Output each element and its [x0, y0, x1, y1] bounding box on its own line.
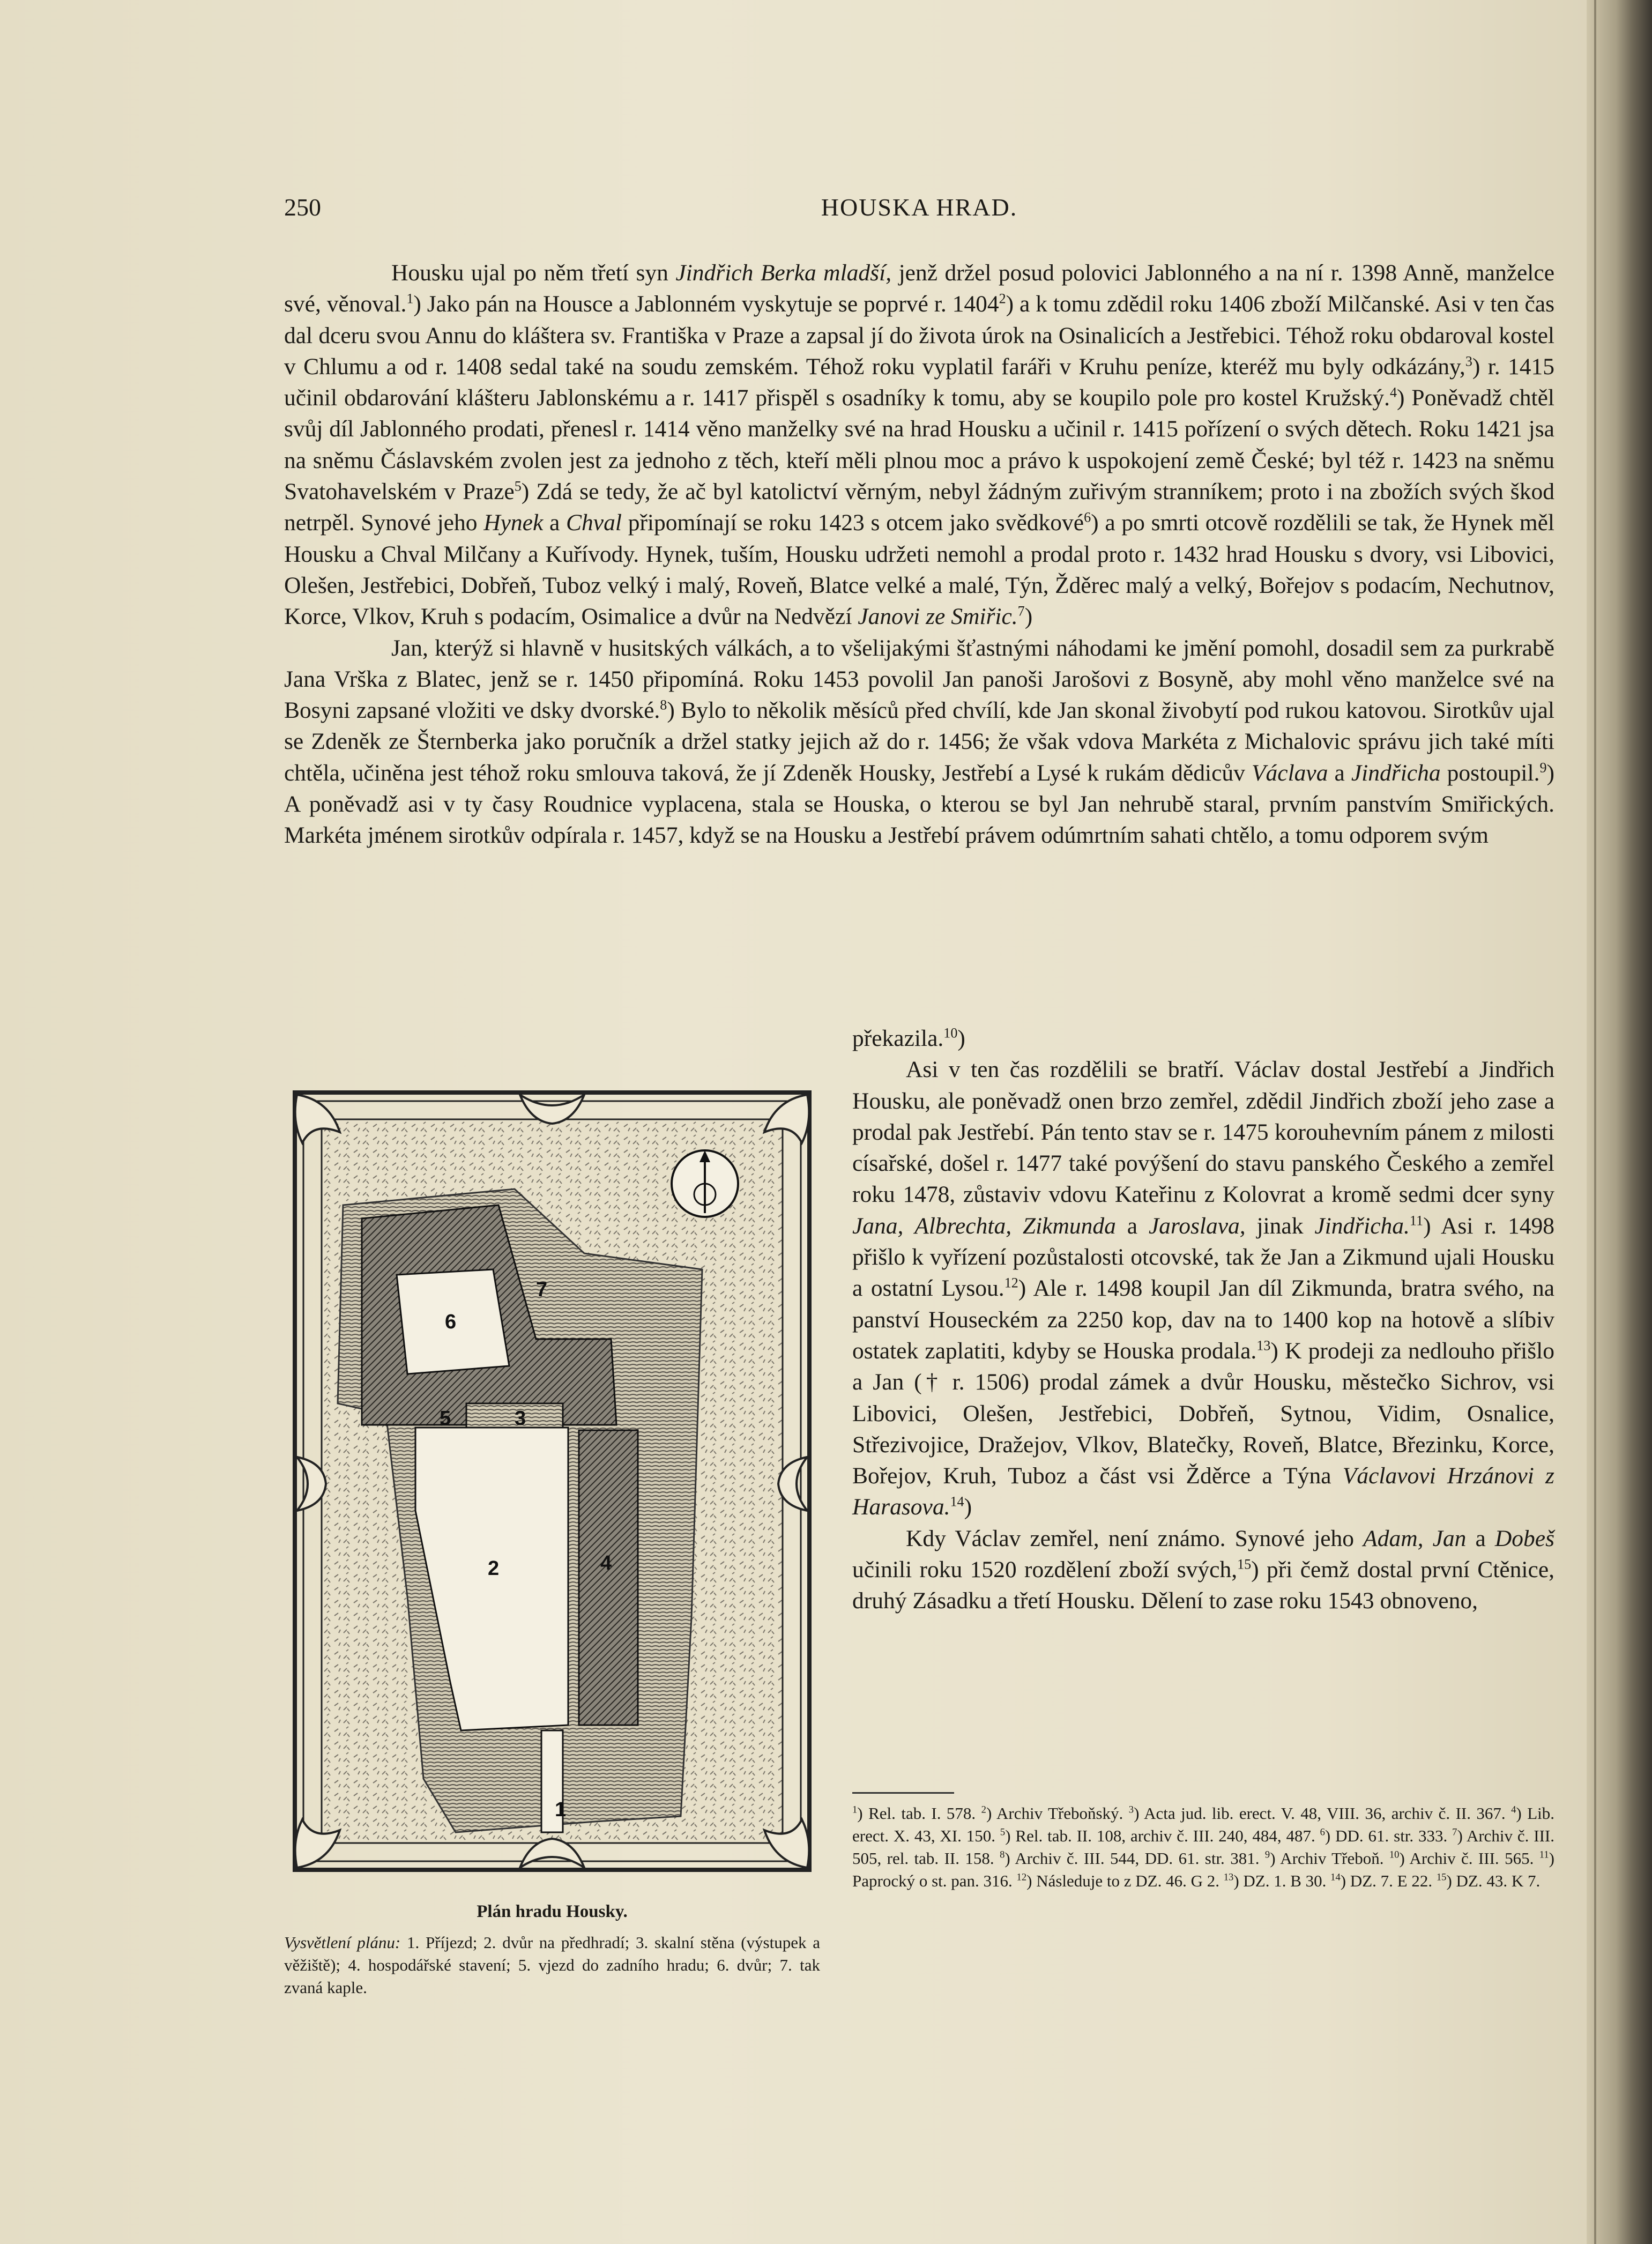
paragraph-3	[852, 1054, 1554, 1522]
text-run: ) r. 1415 učinil obdarování klášteru Jablonskému a r. 1417 přispěl s osadníky k tomu, aby se koupilo pole pro kostel Kružský.	[284, 353, 1554, 411]
main-text-right-column	[852, 1023, 1554, 1617]
footnote-number: 6	[1320, 1826, 1325, 1838]
footnote-text: ) Archiv č. III. 544, DD. 61. str. 381.	[1004, 1849, 1265, 1868]
paragraph-2	[284, 633, 1554, 851]
text-run: ) Asi r. 1498 přišlo k vyřízení pozůstalosti otcovské, tak že Jan a Zikmund ujali Housku a ostatní Lysou.	[852, 1213, 1555, 1302]
plan-label-6: 6	[445, 1311, 457, 1333]
text-run: a	[543, 510, 567, 536]
footnote-number: 8	[1000, 1849, 1005, 1861]
footnote-number: 2	[981, 1804, 986, 1816]
footnote-ref: 9	[1539, 760, 1547, 776]
footnote-divider	[852, 1792, 954, 1794]
footnote-ref: 15	[1237, 1556, 1252, 1572]
footnote-text: ) Archiv Třeboňský.	[986, 1804, 1129, 1823]
footnote-number: 12	[1016, 1871, 1027, 1883]
running-title: HOUSKA HRAD.	[821, 194, 1018, 221]
footnotes	[852, 1802, 1554, 1892]
footnote-text: ) DZ. 1. B 30.	[1233, 1871, 1331, 1890]
text-run: )	[1024, 604, 1033, 630]
farm-building-4	[579, 1430, 638, 1725]
italic-name: Hynek	[483, 510, 544, 536]
italic-name: Chval	[566, 510, 622, 536]
text-run: a	[1466, 1525, 1495, 1551]
footnote-text: ) DZ. 43. K 7.	[1446, 1871, 1541, 1890]
footnote-ref: 3	[1465, 353, 1472, 369]
footnote-ref: 14	[950, 1493, 964, 1510]
compass-rose	[672, 1150, 738, 1217]
italic-name: Václavovi Hrzánovi z Harasova.	[852, 1463, 1554, 1520]
italic-name: Albrechta,	[914, 1213, 1012, 1239]
caption-head: Vysvětlení plánu:	[284, 1933, 401, 1952]
plan-label-4: 4	[600, 1552, 612, 1574]
footnote-ref: 7	[1017, 603, 1025, 619]
footnote-ref: 5	[514, 478, 522, 494]
paragraph-2-end	[852, 1023, 1554, 1054]
footnote-number: 14	[1330, 1871, 1341, 1883]
italic-name: Dobeš	[1494, 1525, 1554, 1551]
text-run: ) Zdá se tedy, že ač byl katolictví věrným, nebyl žádným zuřivým stranníkem; proto i na zbožích svých škod netrpěl. Synové jeho	[284, 479, 1554, 536]
text-run: postoupil.	[1440, 760, 1540, 786]
text-run: ) a po smrti otcově rozdělili se tak, že Hynek měl Housku a Chval Milčany a Kuřívody. Hynek, tuším, Housku udržeti nemohl a prodal proto r. 1432 hrad Housku s dvory, vsi Libovici, Olešen, Jestřebici, Dobřeň, Tuboz velký i malý, Roveň, Blatce velké a malé, Týn, Žděrec malý a velký, Bořejov s podacím, Nechutnov, Korce, Vlkov, Kruh s podacím, Osimalice a dvůr na Nedvězí	[284, 510, 1554, 630]
footnote-text: ) DD. 61. str. 333.	[1324, 1826, 1453, 1845]
italic-name: Jindřicha	[1351, 760, 1441, 786]
text-run: ) při čemž dostal první Ctěnice, druhý Zásadku a třetí Housku. Dělení to zase roku 1543 obnoveno,	[852, 1557, 1554, 1614]
footnote-number: 7	[1452, 1826, 1457, 1838]
main-text-full-width	[284, 257, 1554, 851]
text-run: ) A poněvadž asi v ty časy Roudnice vyplacena, stala se Houska, o kterou se byl Jan nehrubě staral, prvním panstvím Smiřických. Markéta jménem sirotkův odpírala r. 1457, když se na Housku a Jestřebí právem odúmrtním sahati chtělo, a tomu odporem svým	[284, 760, 1555, 849]
text-run: ) a k tomu zdědil roku 1406 zboží Milčanské. Asi v ten čas dal dceru svou Annu do kláštera sv. Františka v Praze a zapsal jí do života úrok na Osinalicích a Jestřebici. Téhož roku obdaroval kostel v Chlumu a od r. 1408 sedal také na soudu zemském. Téhož roku vyplatil faráři v Kruhu peníze, kteréž mu byly odkázány,	[284, 291, 1555, 380]
italic-name: Jaroslava,	[1148, 1213, 1246, 1239]
text-run: a	[1328, 760, 1351, 786]
figure-caption	[284, 1931, 820, 1999]
castle-plan-illustration	[284, 1082, 820, 1881]
paragraph-1	[284, 257, 1554, 633]
text-run: ) Ale r. 1498 koupil Jan díl Zikmunda, bratra svého, na panství Houseckém za 2250 kop, dav na to 1400 kop na hotově a slíbiv ostatek zaplatiti, kdyby se Houska prodala.	[852, 1275, 1554, 1364]
footnote-ref: 4	[1389, 384, 1397, 400]
footnote-ref: 2	[999, 291, 1006, 307]
text-run	[1011, 1213, 1023, 1239]
footnote-text: ) Paprocký o st. pan. 316.	[852, 1849, 1554, 1890]
footnote-ref: 6	[1084, 509, 1091, 525]
footnote-number: 10	[1389, 1849, 1400, 1861]
text-run: )	[964, 1494, 972, 1520]
footnote-number: 4	[1511, 1804, 1516, 1816]
text-run	[1424, 1526, 1433, 1551]
italic-name: Jindřich Berka mladší,	[675, 260, 892, 286]
plan-label-7: 7	[536, 1279, 548, 1301]
footnote-text: ) Archiv Třeboň.	[1270, 1849, 1389, 1868]
footnote-text: ) Lib. erect. X. 43, XI. 150.	[852, 1804, 1554, 1845]
italic-name: Zikmunda	[1022, 1213, 1116, 1239]
footnote-number: 15	[1436, 1871, 1447, 1883]
text-run: Housku ujal po něm třetí syn	[391, 260, 676, 286]
figure-title: Plán hradu Housky.	[477, 1902, 628, 1921]
footnote-ref: 1	[406, 291, 414, 307]
footnote-ref: 8	[660, 697, 667, 713]
paragraph-4	[852, 1523, 1554, 1617]
footnote-text: ) Archiv č. III. 565.	[1399, 1849, 1539, 1868]
footnote-number: 9	[1264, 1849, 1270, 1861]
text-run: Jan, kterýž si hlavně v husitských válkách, a to všelijakými šťastnými náhodami ke jmění pomohl, dosadil sem za purkrabě Jana Vrška z Blatec, jenž se r. 1450 připomíná. Roku 1453 povolil Jan panoši Jarošovi z Bosyně, aby mohl věno manželce své na Bosyni zapsané vložiti ve dsky dvorské.	[284, 635, 1554, 724]
footnote-number: 1	[852, 1804, 858, 1816]
text-run: jinak	[1245, 1213, 1315, 1239]
page-number: 250	[284, 194, 321, 221]
text-run: Asi v ten čas rozdělili se bratří. Václav dostal Jestřebí a Jindřich Housku, ale poněvadž onen brzo zemřel, zdědil Jindřich zboží jeho zase a prodal pak Jestřebí. Pán tento stav se r. 1475 korouhevním pánem z milosti císařské, došel r. 1477 také povýšení do stavu panského Českého a zemřel roku 1478, zůstaviv vdovu Kateřinu z Kolovrat a kromě sedmi dcer syny	[852, 1057, 1554, 1208]
text-run: ) Poněvadž chtěl svůj díl Jablonného prodati, přenesl r. 1414 věno manželky své na hrad Housku a učinil r. 1415 pořízení o svých dětech. Roku 1421 jsa na sněmu Čáslavském zvolen jest za jednoho z těch, kteří měli plnou moc a právo k uspokojení země České; byl též r. 1423 na sněmu Svatohavelském v Praze	[284, 385, 1554, 505]
italic-name: Janovi ze Smiřic.	[858, 604, 1018, 630]
plan-label-1: 1	[555, 1799, 567, 1821]
text-run: připomínají se roku 1423 s otcem jako svědkové	[621, 510, 1084, 536]
italic-name: Adam,	[1363, 1525, 1424, 1551]
footnote-ref: 11	[1409, 1213, 1424, 1229]
footnote-number: 11	[1539, 1849, 1549, 1861]
italic-name: Jana,	[852, 1213, 904, 1239]
castle-plan-figure	[284, 1082, 820, 2047]
caption-body: 1. Příjezd; 2. dvůr na předhradí; 3. skalní stěna (výstupek a věžiště); 4. hospodářské stavení; 5. vjezd do zadního hradu; 6. dvůr; 7. tak zvaná kaple.	[284, 1933, 820, 1997]
italic-name: Jan	[1432, 1525, 1467, 1551]
text-run: )	[957, 1026, 965, 1051]
footnote-text: ) DZ. 7. E 22.	[1340, 1871, 1437, 1890]
text-run: ) Bylo to několik měsíců před chvílí, kde Jan skonal živobytí pod rukou katovou. Sirotkův ujal se Zdeněk ze Šternberka jako poručník a držel statky jejich až do r. 1456; že však vdova Markéta z Michalovic správu jich také míti chtěla, učiněna jest téhož roku smlouva taková, že jí Zdeněk Housky, Jestřebí a Lysé k rukám dědicův	[284, 697, 1555, 786]
plan-label-5: 5	[440, 1407, 451, 1430]
text-run: jenž držel posud polovici Jablonného a na ní r. 1398 Anně, manželce své, věnoval.	[284, 260, 1555, 317]
footnote-number: 3	[1128, 1804, 1134, 1816]
footnote-number: 13	[1223, 1871, 1234, 1883]
text-run: a	[1115, 1213, 1149, 1239]
plan-label-3: 3	[515, 1407, 526, 1430]
text-run: překazila.	[852, 1026, 944, 1051]
italic-name: Václava	[1251, 760, 1328, 786]
page-header	[284, 193, 1554, 231]
footnote-ref: 10	[943, 1025, 958, 1041]
text-run: Kdy Václav zemřel, není známo. Synové jeho	[906, 1525, 1364, 1551]
footnote-ref: 12	[1004, 1275, 1018, 1291]
footnote-number: 5	[1000, 1826, 1006, 1838]
footnote-text: ) Rel. tab. II. 108, archiv č. III. 240, 484, 487.	[1005, 1826, 1320, 1845]
text-run: ) Jako pán na Housce a Jablonném vyskytuje se poprvé r. 1404	[413, 291, 999, 317]
footnote-text: ) Následuje to z DZ. 46. G 2.	[1026, 1871, 1224, 1890]
text-run: ) K prodeji za nedlouho přišlo a Jan († r. 1506) prodal zámek a dvůr Housku, městečko Sichrov, vsi Libovici, Olešen, Jestřebici, Dobřeň, Sytnou, Vidim, Osnalice, Střezivojice, Dražejov, Vlkov, Blatečky, Roveň, Blatce, Březinku, Korce, Bořejov, Kruh, Tuboz a část vsi Žděrce a Týna	[852, 1338, 1554, 1489]
text-run	[903, 1213, 914, 1239]
footnote-text: ) Acta jud. lib. erect. V. 48, VIII. 36, archiv č. II. 367.	[1134, 1804, 1512, 1823]
italic-name: Jindřicha.	[1314, 1213, 1410, 1239]
plan-label-2: 2	[488, 1557, 500, 1580]
footnote-ref: 13	[1256, 1338, 1271, 1354]
footnote-text: ) Archiv č. III. 505, rel. tab. II. 158.	[852, 1826, 1555, 1868]
footnote-text: ) Rel. tab. I. 578.	[857, 1804, 981, 1823]
text-run: učinili roku 1520 rozdělení zboží svých,	[852, 1557, 1238, 1583]
book-binding-edge	[1587, 0, 1652, 2244]
